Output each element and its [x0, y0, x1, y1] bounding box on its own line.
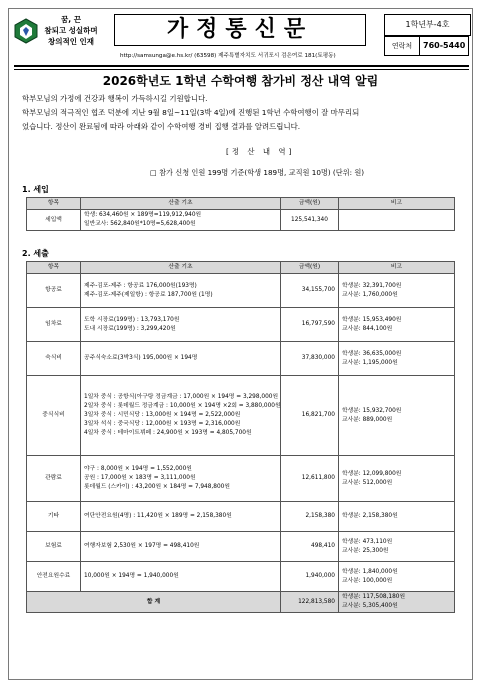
amount-cell: 12,611,800 [281, 456, 339, 502]
basis-line: 도학 시장료(199명) : 13,793,170원 [84, 316, 180, 323]
note-cell [339, 274, 455, 308]
table-header-row [27, 262, 455, 274]
note-line: 교사분: 1,760,000원 [342, 291, 398, 298]
table-row [27, 210, 455, 231]
note-line: 학생분: 32,391,700원 [342, 282, 402, 289]
basis-line: 2일차 중식 : 롯데월드 정금계금 : 10,000원 × 194명 ×2회 = 3,880,000원 [84, 403, 281, 409]
note-line: 교사분: 25,300원 [342, 547, 389, 554]
note-cell [339, 502, 455, 532]
total-note [339, 592, 455, 613]
motto-line: 창의적인 인재 [47, 37, 95, 46]
basis-cell [81, 210, 281, 231]
basis-line: 공주식숙소료(3박3식) 195,000원 × 194명 [84, 355, 198, 361]
item-cell: 세입액 [27, 210, 81, 231]
header-divider [14, 69, 469, 70]
intro-line: 학부모님의 가정에 건강과 행복이 가득하시길 기원합니다. [22, 94, 208, 103]
note-cell [339, 308, 455, 342]
basis-line: 4일차 중식 : 테마이트뷔페 : 24,900원 × 193명 = 4,805,700원 [84, 430, 252, 436]
basis-cell [81, 532, 281, 562]
column-header: 금액(원) [281, 262, 339, 274]
column-header: 금액(원) [281, 198, 339, 210]
table-row [27, 274, 455, 308]
newsletter-title: 가정통신문 [114, 14, 366, 46]
basis-line: 3일차 석식 : 중국식당 : 12,000원 × 193명 = 2,316,000원 [84, 421, 241, 427]
participant-summary: □ 참가 신청 인원 199명 기준(학생 189명, 교직원 10명) (단위: 원) [150, 168, 365, 177]
basis-line: 공원 : 17,000원 × 183명 = 3,111,000원 [84, 475, 196, 481]
note-line: 학생분: 15,953,490원 [342, 316, 402, 323]
amount-cell: 2,158,380 [281, 502, 339, 532]
note-line: 학생분: 15,932,700원 [342, 407, 402, 414]
basis-cell [81, 342, 281, 376]
note-line: 학생분: 117,508,180원 [342, 594, 406, 600]
table-header-row [27, 198, 455, 210]
column-header: 비고 [339, 198, 455, 210]
letterhead [14, 14, 469, 62]
motto-line: 참되고 성실하며 [44, 26, 98, 35]
basis-cell [81, 502, 281, 532]
school-address: http://samsunga@e.hs.kr/ (63598) 제주특별자치도 서귀포시 검은여로 181(토평동) [120, 53, 336, 59]
total-row [27, 592, 455, 613]
table-row [27, 562, 455, 592]
basis-cell [81, 308, 281, 342]
table-row [27, 532, 455, 562]
intro-line: 었습니다. 정산이 완료됨에 따라 아래와 같이 수학여행 경비 집행 결과를 알려드립니다. [22, 122, 301, 131]
basis-line: 학생: 634,460원 × 189명=119,912,940원 [84, 212, 202, 218]
income-table [26, 197, 455, 231]
amount-cell: 498,410 [281, 532, 339, 562]
basis-cell [81, 376, 281, 456]
document-number: 1학년부-4호 [384, 14, 471, 36]
income-section-title: 1. 세입 [22, 185, 49, 194]
total-label: 합 계 [27, 592, 281, 613]
basis-line: 여행자보험 2,530원 × 197명 = 498,410원 [84, 543, 200, 549]
table-row [27, 308, 455, 342]
document-title: 2026학년도 1학년 수학여행 참가비 정산 내역 알림 [102, 74, 379, 88]
table-row [27, 502, 455, 532]
item-cell: 관람료 [27, 456, 81, 502]
note-line: 학생분: 1,840,000원 [342, 568, 398, 575]
note-line: 학생분: 36,635,000원 [342, 350, 402, 357]
header-divider [14, 65, 469, 67]
note-cell [339, 456, 455, 502]
basis-line: 롯데월드 (스카이) : 43,200원 × 184명 = 7,948,800원 [84, 484, 230, 490]
basis-cell [81, 456, 281, 502]
basis-line: 10,000원 × 194명 = 1,940,000원 [84, 573, 179, 579]
basis-line: 제주-김포-제주(제일항) : 항공료 187,700원 (1명) [84, 291, 213, 298]
contact-number: 760-5440 [423, 41, 466, 50]
basis-line: 1일차 중식 : 공항식(아구탕 정금계금 : 17,000원 × 194명 = 3,298,000원 [84, 394, 279, 400]
item-cell: 안전요원수료 [27, 562, 81, 592]
item-cell: 임차료 [27, 308, 81, 342]
basis-line: 야구 : 8,000원 × 194명 = 1,552,000원 [84, 466, 192, 472]
note-line: 학생분: 2,158,380원 [342, 513, 398, 519]
note-line: 교사분: 1,195,000원 [342, 359, 398, 366]
total-amount: 122,813,580 [281, 592, 339, 613]
amount-cell: 34,155,700 [281, 274, 339, 308]
column-header: 산출 기초 [81, 198, 281, 210]
note-line: 교사분: 512,000원 [342, 479, 393, 486]
basis-cell [81, 562, 281, 592]
note-cell [339, 532, 455, 562]
basis-line: 제주-김포-제주 : 항공료 176,000원(193명) [84, 282, 197, 289]
school-emblem-icon [14, 18, 38, 44]
item-cell: 보험료 [27, 532, 81, 562]
note-cell [339, 210, 455, 231]
note-cell [339, 376, 455, 456]
basis-line: 일반교사: 562,840원*10명=5,628,400원 [84, 221, 196, 227]
table-row [27, 456, 455, 502]
motto-line: 꿈, 끈 [61, 15, 81, 24]
note-line: 교사분: 100,000원 [342, 577, 393, 584]
contact-label: 연락처 [385, 37, 420, 55]
note-line: 교사분: 5,305,400원 [342, 603, 398, 609]
amount-cell: 16,797,590 [281, 308, 339, 342]
expense-section-title: 2. 세출 [22, 249, 49, 258]
item-cell: 항공료 [27, 274, 81, 308]
note-line: 학생분: 473,110원 [342, 538, 393, 545]
item-cell: 기타 [27, 502, 81, 532]
note-cell [339, 562, 455, 592]
amount-cell: 16,821,700 [281, 376, 339, 456]
table-row [27, 342, 455, 376]
note-cell [339, 342, 455, 376]
item-cell: 중식식비 [27, 376, 81, 456]
amount-cell: 1,940,000 [281, 562, 339, 592]
contact-box [384, 36, 469, 56]
column-header: 항목 [27, 198, 81, 210]
note-line: 교사분: 889,000원 [342, 416, 393, 423]
school-motto [42, 14, 100, 47]
item-cell: 숙식비 [27, 342, 81, 376]
note-line: 학생분: 12,099,800원 [342, 470, 402, 477]
basis-line: 여단안전요원(4명) : 11,420원 × 189명 = 2,158,380원 [84, 513, 232, 519]
intro-line: 학부모님의 적극적인 협조 덕분에 지난 9월 8일~11일(3박 4일)에 진행된 1학년 수학여행이 잘 마무리되 [22, 108, 360, 117]
table-row [27, 376, 455, 456]
settlement-heading: [정 산 내 역] [226, 147, 295, 156]
column-header: 항목 [27, 262, 81, 274]
basis-cell [81, 274, 281, 308]
basis-line: 3일차 중식 : 시민식당 : 13,000원 × 194명 = 2,522,000원 [84, 412, 241, 418]
basis-line: 도내 시장료(199명) : 3,299,420원 [84, 325, 176, 332]
note-line: 교사분: 844,100원 [342, 325, 393, 332]
intro-paragraph [22, 92, 462, 134]
column-header: 비고 [339, 262, 455, 274]
column-header: 산출 기초 [81, 262, 281, 274]
amount-cell: 125,541,340 [281, 210, 339, 231]
expense-table [26, 261, 455, 613]
amount-cell: 37,830,000 [281, 342, 339, 376]
